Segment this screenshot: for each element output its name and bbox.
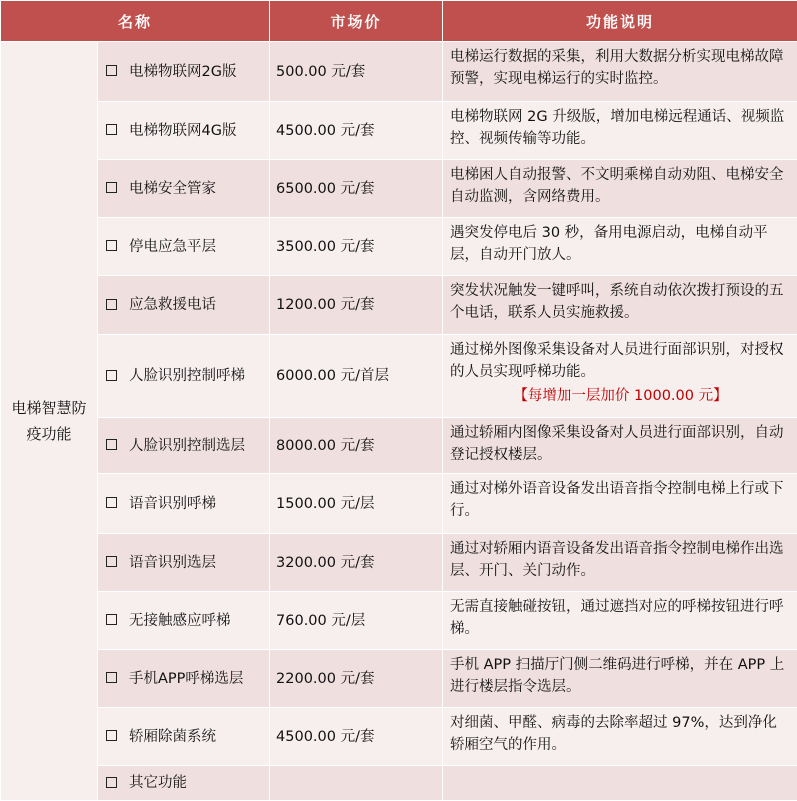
item-price: 4500.00 元/套 (270, 102, 443, 160)
table-row (1, 335, 797, 418)
checkbox[interactable] (106, 672, 117, 683)
item-desc: 遇突发停电后 30 秒，备用电源启动，电梯自动平层，自动开门放人。 (443, 218, 797, 276)
item-label: 人脸识别控制呼梯 (129, 368, 245, 384)
item-name (98, 474, 270, 534)
item-desc: 无需直接触碰按钮，通过遮挡对应的呼梯按钮进行呼梯。 (443, 592, 797, 650)
header-row (1, 1, 797, 42)
item-desc: 通过对梯外语音设备发出语音指令控制电梯上行或下行。 (443, 474, 797, 534)
item-price: 500.00 元/套 (270, 42, 443, 102)
item-label: 语音识别选层 (129, 555, 216, 571)
item-desc: 通过轿厢内图像采集设备对人员进行面部识别，自动登记授权楼层。 (443, 418, 797, 474)
item-name (98, 650, 270, 708)
item-desc: 电梯困人自动报警、不文明乘梯自动劝阻、电梯安全自动监测，含网络费用。 (443, 160, 797, 218)
item-label: 轿厢除菌系统 (129, 729, 216, 745)
table-row (1, 102, 797, 160)
checkbox[interactable] (106, 614, 117, 625)
checkbox[interactable] (106, 777, 117, 788)
item-desc: 手机 APP 扫描厅门侧二维码进行呼梯，并在 APP 上进行楼层指令选层。 (443, 650, 797, 708)
item-label: 手机APP呼梯选层 (129, 671, 243, 687)
item-price: 8000.00 元/套 (270, 418, 443, 474)
header-name: 名称 (1, 1, 270, 42)
item-label: 无接触感应呼梯 (129, 613, 231, 629)
checkbox[interactable] (106, 556, 117, 567)
checkbox[interactable] (106, 497, 117, 508)
item-price: 6000.00 元/首层 (270, 335, 443, 418)
item-name (98, 708, 270, 766)
item-price: 4500.00 元/套 (270, 708, 443, 766)
checkbox[interactable] (106, 439, 117, 450)
item-desc: 通过对轿厢内语音设备发出语音指令控制电梯作出选层、开门、关门动作。 (443, 534, 797, 592)
item-name (98, 592, 270, 650)
checkbox[interactable] (106, 124, 117, 135)
item-label: 电梯物联网2G版 (129, 64, 236, 80)
checkbox[interactable] (106, 182, 117, 193)
item-label: 电梯物联网4G版 (129, 123, 236, 139)
item-label: 停电应急平层 (129, 239, 216, 255)
item-name (98, 534, 270, 592)
table-row (1, 218, 797, 276)
item-price: 3500.00 元/套 (270, 218, 443, 276)
table-row (1, 592, 797, 650)
price-note: 【每增加一层加价 1000.00 元】 (450, 385, 791, 407)
item-name (98, 276, 270, 335)
item-price: 1500.00 元/层 (270, 474, 443, 534)
item-price: 760.00 元/层 (270, 592, 443, 650)
item-price: 3200.00 元/套 (270, 534, 443, 592)
checkbox[interactable] (106, 730, 117, 741)
item-name (98, 335, 270, 418)
item-desc: 对细菌、甲醛、病毒的去除率超过 97%，达到净化轿厢空气的作用。 (443, 708, 797, 766)
header-desc: 功能说明 (443, 1, 797, 42)
item-label: 电梯安全管家 (129, 181, 216, 197)
item-label: 应急救援电话 (129, 297, 216, 313)
item-name (98, 160, 270, 218)
item-name (98, 42, 270, 102)
item-label: 人脸识别控制选层 (129, 438, 245, 454)
category-cell: 电梯智慧防疫功能 (1, 42, 98, 801)
checkbox[interactable] (106, 370, 117, 381)
table-row (1, 160, 797, 218)
table-row (1, 708, 797, 766)
table-row (1, 650, 797, 708)
item-desc: 电梯物联网 2G 升级版，增加电梯远程通话、视频监控、视频传输等功能。 (443, 102, 797, 160)
item-price (270, 766, 443, 801)
item-desc (443, 335, 797, 418)
item-price: 2200.00 元/套 (270, 650, 443, 708)
item-label: 语音识别呼梯 (129, 496, 216, 512)
item-name (98, 218, 270, 276)
table-row (1, 766, 797, 801)
table-row (1, 474, 797, 534)
checkbox[interactable] (106, 299, 117, 310)
item-desc: 突发状况触发一键呼叫，系统自动依次拨打预设的五个电话，联系人员实施救援。 (443, 276, 797, 335)
item-label: 其它功能 (129, 775, 187, 791)
table-row (1, 42, 797, 102)
item-name (98, 766, 270, 801)
table-row (1, 276, 797, 335)
item-name (98, 102, 270, 160)
checkbox[interactable] (106, 65, 117, 76)
item-desc (443, 766, 797, 801)
item-price: 6500.00 元/套 (270, 160, 443, 218)
item-price: 1200.00 元/套 (270, 276, 443, 335)
checkbox[interactable] (106, 240, 117, 251)
header-price: 市场价 (270, 1, 443, 42)
table-row (1, 534, 797, 592)
table-row (1, 418, 797, 474)
item-name (98, 418, 270, 474)
item-desc: 电梯运行数据的采集，利用大数据分析实现电梯故障预警，实现电梯运行的实时监控。 (443, 42, 797, 102)
item-desc-text: 通过梯外图像采集设备对人员进行面部识别，对授权的人员实现呼梯功能。 (450, 342, 784, 380)
